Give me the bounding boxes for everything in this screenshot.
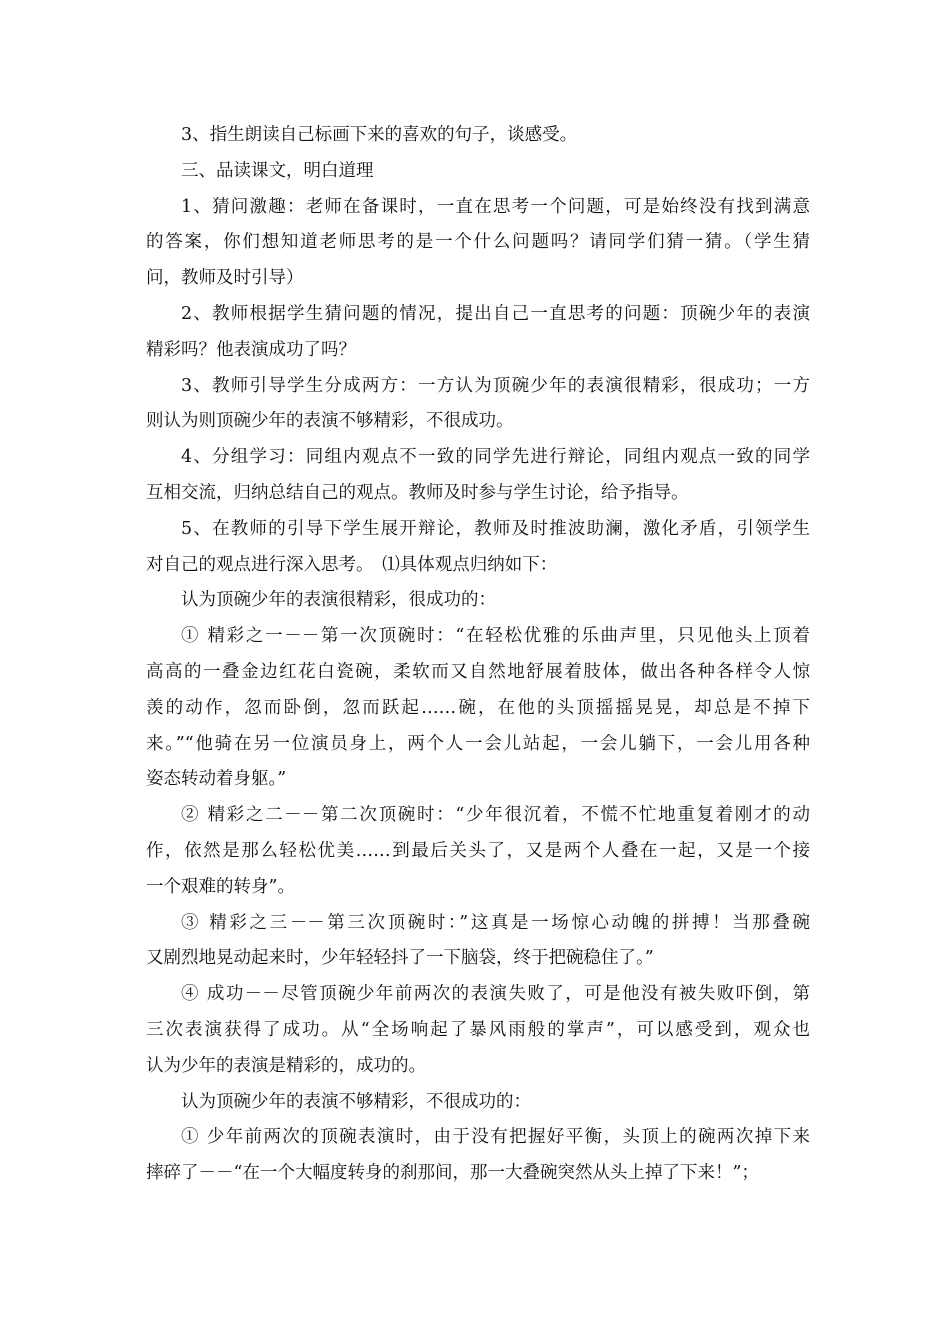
document-body [146,118,810,1192]
paragraph [146,297,810,369]
text-line: ① 少年前两次的顶碗表演时，由于没有把握好平衡，头顶上的碗两次掉下来 [181,1127,810,1148]
paragraph [146,1085,810,1121]
text-line: 认为少年的表演是精彩的，成功的。 [146,1055,426,1076]
text-line: ③ 精彩之三－－第三次顶碗时：”这真是一场惊心动魄的拼搏！当那叠碗 [181,912,810,933]
text-line: ④ 成功－－尽管顶碗少年前两次的表演失败了，可是他没有被失败吓倒，第 [181,984,810,1005]
text-line: 互相交流，归纳总结自己的观点。教师及时参与学生讨论，给予指导。 [146,482,689,503]
paragraph [146,190,810,297]
text-line: 对自己的观点进行深入思考。 ⑴具体观点归纳如下： [146,554,558,575]
text-line: 1、猜问激趣：老师在备课时，一直在思考一个问题，可是始终没有找到满意 [181,196,810,217]
text-line: 姿态转动着身躯。” [146,769,287,790]
text-line: 问，教师及时引导） [146,268,304,289]
text-line: 三、品读课文，明白道理 [181,160,374,181]
text-line: 一个艰难的转身”。 [146,876,295,897]
text-line: 3、指生朗读自己标画下来的喜欢的句子，谈感受。 [181,125,578,145]
text-line: 精彩吗？他表演成功了吗？ [146,339,356,360]
text-line: 5、在教师的引导下学生展开辩论，教师及时推波助澜，激化矛盾，引领学生 [181,518,810,539]
paragraph [146,619,810,798]
paragraph [146,977,810,1084]
text-line: 4、分组学习：同组内观点不一致的同学先进行辩论，同组内观点一致的同学 [181,447,810,468]
text-line: 三次表演获得了成功。从“全场响起了暴风雨般的掌声”，可以感受到，观众也 [146,1019,810,1040]
text-line: 来。”“他骑在另一位演员身上，两个人一会儿站起，一会儿躺下，一会儿用各种 [146,733,810,754]
paragraph [146,906,810,978]
text-line: 认为顶碗少年的表演不够精彩，不很成功的： [181,1091,531,1112]
text-line: 认为顶碗少年的表演很精彩，很成功的： [181,590,496,611]
paragraph [146,798,810,905]
text-line: ② 精彩之二－－第二次顶碗时：“少年很沉着，不慌不忙地重复着刚才的动 [181,805,810,826]
paragraph [146,154,810,190]
text-line: 2、教师根据学生猜问题的情况，提出自己一直思考的问题：顶碗少年的表演 [181,303,810,324]
text-line: 作，依然是那么轻松优美……到最后关头了，又是两个人叠在一起，又是一个接 [146,840,810,861]
text-line: 羡的动作，忽而卧倒，忽而跃起……碗，在他的头顶摇摇晃晃，却总是不掉下 [146,697,810,718]
paragraph [146,512,810,584]
paragraph [146,369,810,441]
text-line: 又剧烈地晃动起来时，少年轻轻抖了一下脑袋，终于把碗稳住了。” [146,948,654,969]
text-line: 高高的一叠金边红花白瓷碗，柔软而又自然地舒展着肢体，做出各种各样令人惊 [146,661,810,682]
text-line: 的答案，你们想知道老师思考的是一个什么问题吗？请同学们猜一猜。（学生猜 [146,232,810,253]
paragraph [146,583,810,619]
paragraph [146,1120,810,1192]
paragraph [146,118,810,154]
text-line: 摔碎了－－“在一个大幅度转身的刹那间，那一大叠碗突然从头上掉了下来！”； [146,1163,759,1184]
text-line: ① 精彩之一－－第一次顶碗时：“在轻松优雅的乐曲声里，只见他头上顶着 [181,626,810,647]
text-line: 3、教师引导学生分成两方：一方认为顶碗少年的表演很精彩，很成功；一方 [181,375,810,396]
text-line: 则认为则顶碗少年的表演不够精彩，不很成功。 [146,411,514,432]
paragraph [146,440,810,512]
